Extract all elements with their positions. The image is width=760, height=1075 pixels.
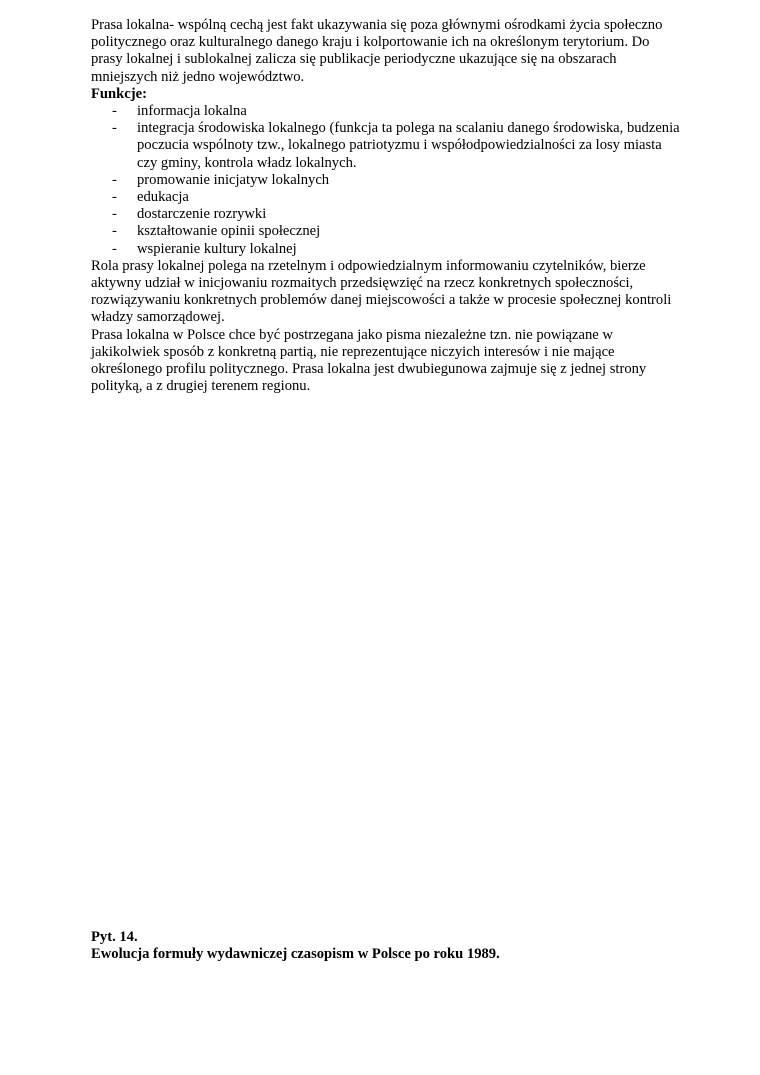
list-item [91, 189, 681, 206]
list-item-text: wspieranie kultury lokalnej [137, 240, 297, 257]
question-number: Pyt. 14. [91, 929, 138, 945]
list-dash: - [112, 120, 117, 137]
list-dash: - [112, 223, 117, 240]
list-dash: - [112, 240, 117, 257]
list-item [91, 172, 681, 189]
list-item-text: promowanie inicjatyw lokalnych [137, 171, 330, 188]
intro-paragraph: Prasa lokalna- wspólną cechą jest fakt ukazywania się poza głównymi ośrodkami życia społeczno politycznego oraz kulturalnego danego kraju i kolportowanie ich na określonym terytorium. Do prasy lokalnej i sublokalnej zalicza się publikacje periodyczne ukazujące się na obszarach mniejszych niż jedno województwo. [91, 17, 663, 85]
list-item-text: integracja środowiska lokalnego (funkcja ta polega na scalaniu danego środowiska, budzenia poczucia wspólnoty tzw., lokalnego patriotyzmu i współodpowiedzialności za losy miasta czy gminy, kontrola władz lokalnych. [137, 120, 680, 171]
list-dash: - [112, 103, 117, 120]
list-dash: - [112, 171, 117, 188]
list-item-text: informacja lokalna [137, 103, 247, 120]
list-dash: - [112, 206, 117, 223]
functions-list [91, 103, 681, 258]
main-text-block [91, 17, 681, 395]
role-paragraph: Rola prasy lokalnej polega na rzetelnym i odpowiedzialnym informowaniu czytelników, bierze aktywny udział w inicjowaniu rozmaitych przedsięwzięć na rzecz konkretnych społeczności, rozwiązywaniu konkretnych problemów danej miejscowości a także w procesie społecznej kontroli władzy samorządowej. [91, 257, 672, 326]
question-title: Ewolucja formuły wydawniczej czasopism w Polsce po roku 1989. [91, 946, 500, 963]
list-item-text: edukacja [137, 189, 189, 206]
list-item-text: dostarczenie rozrywki [137, 206, 267, 223]
list-item [91, 103, 681, 120]
list-item [91, 206, 681, 223]
list-item [91, 120, 681, 172]
list-item [91, 223, 681, 240]
functions-heading: Funkcje: [91, 85, 147, 102]
list-dash: - [112, 189, 117, 206]
list-item [91, 241, 681, 258]
list-item-text: kształtowanie opinii społecznej [137, 223, 321, 240]
poland-paragraph: Prasa lokalna w Polsce chce być postrzegana jako pisma niezależne tzn. nie powiązane w jakikolwiek sposób z konkretną partią, nie reprezentujące niczyich interesów i nie mające określonego profilu politycznego. Prasa lokalna jest dwubiegunowa zajmuje się z jednej strony polityką, a z drugiej terenem regionu. [91, 326, 647, 395]
question-block [91, 929, 691, 963]
